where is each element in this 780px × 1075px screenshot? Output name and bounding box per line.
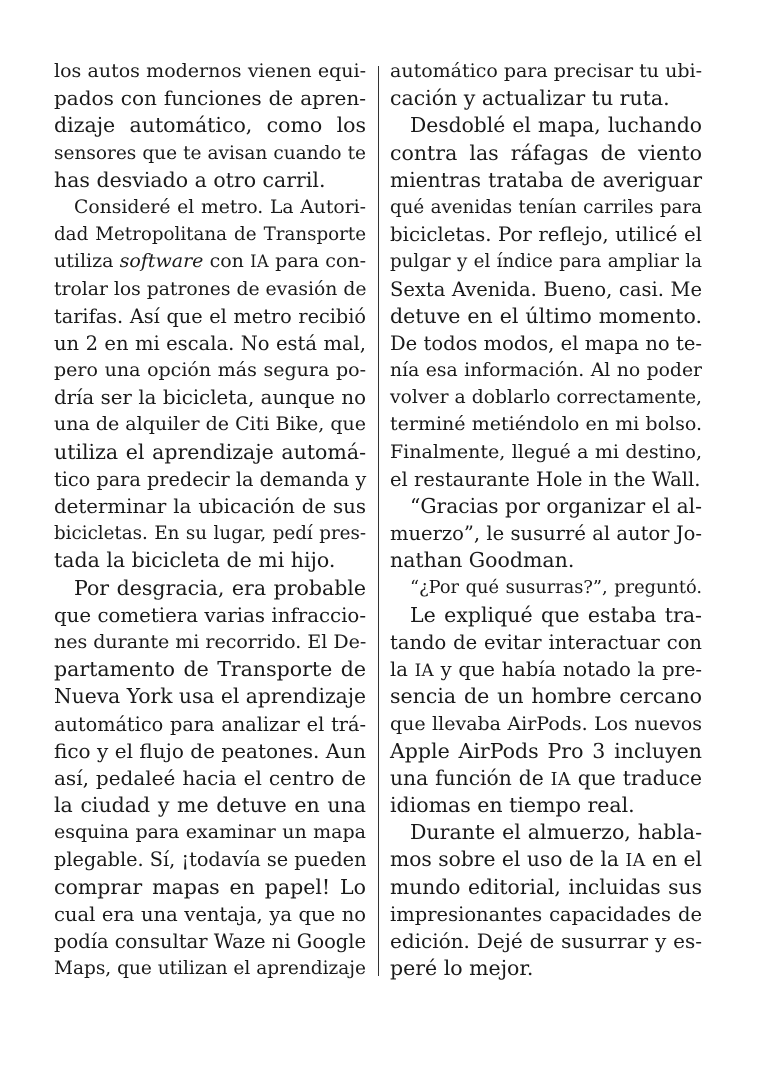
text-line: sensores que te avisan cuando te bbox=[54, 142, 366, 164]
paragraph-first-line: Le expliqué que estaba tra- bbox=[410, 602, 702, 627]
text-line: cación y actualizar tu ruta. bbox=[390, 86, 670, 111]
text-line: que llevaba AirPods. Los nuevos bbox=[390, 712, 702, 735]
text-line: nathan Goodman. bbox=[390, 548, 575, 573]
text-line: pulgar y el índice para ampliar la bbox=[390, 251, 702, 273]
text-line: dizaje automático, como los bbox=[54, 113, 366, 138]
text-line: Maps, que utilizan el aprendizaje bbox=[54, 958, 366, 980]
small-caps-abbreviation: IA bbox=[625, 851, 646, 872]
paragraph-first-line: “Gracias por organizar el al- bbox=[410, 494, 702, 518]
small-caps-abbreviation: IA bbox=[550, 769, 571, 790]
text-line: volver a doblarlo correctamente, bbox=[390, 387, 702, 409]
text-line: bicicletas. Por reflejo, utilicé el bbox=[390, 223, 702, 247]
text-line: qué avenidas tenían carriles para bbox=[390, 196, 702, 218]
text-line: así, pedaleé hacia el centro de bbox=[54, 765, 366, 790]
text-line: has desviado a otro carril. bbox=[54, 167, 326, 192]
text-line: automático para precisar tu ubi- bbox=[390, 60, 702, 82]
text-line: impresionantes capacidades de bbox=[390, 902, 702, 926]
text-run: que traduce bbox=[570, 765, 702, 790]
text-line: plegable. Sí, ¡todavía se pueden bbox=[54, 848, 367, 872]
text-line: nes durante mi recorrido. El De- bbox=[54, 630, 367, 653]
right-column bbox=[390, 58, 702, 982]
text-line: los autos modernos vienen equi- bbox=[54, 60, 366, 82]
text-line: sencia de un hombre cercano bbox=[390, 684, 702, 709]
text-run: y que había notado la pre- bbox=[433, 658, 702, 682]
text-line-mixed bbox=[390, 765, 702, 792]
text-line: detuve en el último momento. bbox=[390, 303, 702, 328]
text-line: tico para predecir la demanda y bbox=[54, 467, 367, 491]
text-line: peré lo mejor. bbox=[390, 956, 534, 981]
text-line: dría ser la bicicleta, aunque no bbox=[54, 386, 366, 410]
text-run: mos sobre el uso de la bbox=[390, 847, 626, 872]
text-line: tando de evitar interactuar con bbox=[390, 630, 702, 654]
text-run: para con- bbox=[269, 250, 366, 273]
text-line: tarifas. Así que el metro recibió bbox=[54, 304, 366, 328]
text-line: Finalmente, llegué a mi destino, bbox=[390, 440, 702, 463]
text-line: mundo editorial, incluidas sus bbox=[390, 874, 702, 899]
paragraph-first-line: “¿Por qué susurras?”, preguntó. bbox=[410, 577, 702, 598]
small-caps-abbreviation: IA bbox=[414, 660, 434, 681]
text-line: muerzo”, le susurré al autor Jo- bbox=[390, 522, 702, 546]
text-run: utiliza bbox=[54, 250, 120, 273]
column-divider bbox=[378, 66, 379, 976]
text-line: pero una opción más segura po- bbox=[54, 359, 366, 382]
paragraph-first-line: Desdoblé el mapa, luchando bbox=[410, 113, 702, 138]
text-line: podía consultar Waze ni Google bbox=[54, 930, 367, 953]
text-run: la bbox=[390, 658, 415, 682]
text-line: pados con funciones de apren- bbox=[54, 86, 366, 111]
text-line: trolar los patrones de evasión de bbox=[54, 278, 367, 300]
paragraph-first-line: Durante el almuerzo, habla- bbox=[410, 820, 702, 845]
text-line: contra las ráfagas de viento bbox=[390, 140, 702, 165]
text-line: edición. Dejé de susurrar y es- bbox=[390, 929, 702, 953]
text-line: Nueva York usa el aprendizaje bbox=[54, 684, 366, 709]
left-column bbox=[54, 58, 366, 982]
text-line: un 2 en mi escala. No está mal, bbox=[54, 331, 366, 355]
paragraph-first-line: Por desgracia, era probable bbox=[74, 575, 366, 600]
text-line: que cometiera varias infraccio- bbox=[54, 603, 366, 627]
text-line: bicicletas. En su lugar, pedí pres- bbox=[54, 523, 366, 545]
text-line: partamento de Transporte de bbox=[54, 657, 366, 682]
text-run: en el bbox=[645, 847, 702, 872]
paragraph-first-line: Consideré el metro. La Autori- bbox=[74, 196, 366, 218]
text-line: la ciudad y me detuve en una bbox=[54, 793, 366, 818]
text-line: Apple AirPods Pro 3 incluyen bbox=[390, 738, 702, 763]
text-line-mixed bbox=[390, 656, 702, 683]
small-caps-abbreviation: IA bbox=[250, 252, 269, 272]
text-line: De todos modos, el mapa no te- bbox=[390, 331, 702, 355]
text-line: el restaurante Hole in the Wall. bbox=[390, 467, 701, 491]
italic-term: software bbox=[119, 250, 204, 273]
text-line: mientras trataba de averiguar bbox=[390, 167, 702, 192]
text-line: idiomas en tiempo real. bbox=[390, 793, 635, 818]
text-line: comprar mapas en papel! Lo bbox=[54, 874, 366, 899]
text-line: esquina para examinar un mapa bbox=[54, 821, 366, 844]
text-line: cual era una ventaja, ya que no bbox=[54, 902, 366, 926]
text-line: nía esa información. Al no poder bbox=[390, 360, 702, 382]
text-line: terminé metiéndolo en mi bolso. bbox=[390, 413, 702, 436]
text-line: Sexta Avenida. Bueno, casi. Me bbox=[390, 277, 702, 301]
text-line: automático para analizar el trá- bbox=[54, 712, 366, 736]
text-line: utiliza el aprendizaje automá- bbox=[54, 439, 366, 464]
text-line: fico y el flujo de peatones. Aun bbox=[54, 738, 366, 763]
text-line-mixed bbox=[390, 846, 702, 873]
text-line: dad Metropolitana de Transporte bbox=[54, 224, 366, 246]
text-run: con bbox=[203, 250, 251, 273]
text-run: una función de bbox=[390, 765, 551, 790]
text-line: determinar la ubicación de sus bbox=[54, 495, 366, 518]
text-line: una de alquiler de Citi Bike, que bbox=[54, 413, 366, 436]
text-line: tada la bicicleta de mi hijo. bbox=[54, 548, 336, 573]
text-line-mixed bbox=[54, 248, 366, 275]
